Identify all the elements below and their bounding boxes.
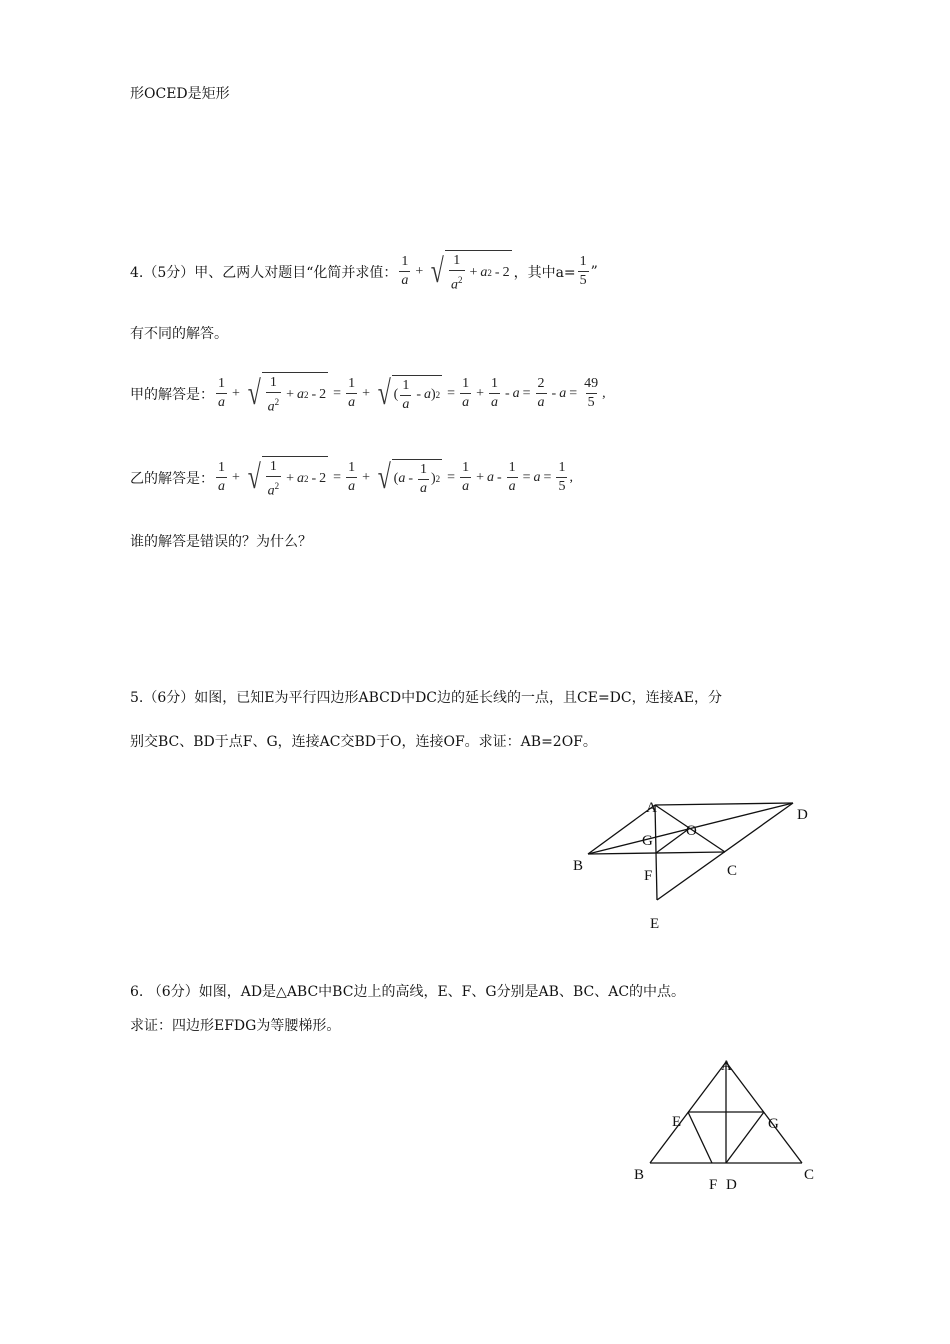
yi-label: 乙的解答是： — [130, 470, 214, 487]
segment-AD — [655, 803, 793, 805]
fraction: $\frac{1}{a}$ — [401, 254, 409, 289]
label-G: G — [768, 1116, 779, 1132]
segment-OF — [656, 828, 690, 853]
label-B: B — [634, 1167, 645, 1183]
q4-jia-solution: 甲的解答是： $\frac{1}{a}$ + √ $\frac{1}{a^2}$ + a 2 - 2 = $\frac{1}{a}$ + √ ( $\frac{1}{a}$ - a ) 2 = $\frac{1}{a}$ + $\frac{1}{a}$ - a = $\frac{2}{a}$ - a = $\frac{49}{5}$ , — [130, 372, 606, 416]
q4-question: 谁的解答是错误的？为什么？ — [130, 534, 312, 550]
q4-intro — [130, 250, 598, 294]
segment-GD — [726, 1112, 764, 1163]
q4-expression: $\frac{1}{a}$ + √ $\frac{1}{a^2}$ + a 2 - 2 — [397, 250, 513, 294]
label-C: C — [804, 1167, 815, 1183]
label-F: F — [644, 868, 653, 884]
segment-EF — [688, 1112, 712, 1163]
q4-line2: 有不同的解答。 — [130, 326, 228, 342]
label-B: B — [573, 858, 584, 874]
label-E: E — [672, 1114, 682, 1130]
q5-line2: 别交BC、BD于点F、G，连接AC交BD于O，连接OF。求证：AB=2OF。 — [130, 734, 597, 750]
q4-intro-after: ” — [590, 263, 598, 280]
q6-line1: 6. （6分）如图，AD是△ABC中BC边上的高线，E、F、G分别是AB、BC、AC的中点。 — [130, 984, 686, 1000]
q4-intro-mid: ，其中a= — [513, 264, 576, 281]
q5-line1: 5.（6分）如图，已知E为平行四边形ABCD中DC边的延长线的一点，且CE=DC，连接AE，分 — [130, 690, 722, 706]
label-D: D — [726, 1177, 737, 1193]
q6-line2: 求证：四边形EFDG为等腰梯形。 — [130, 1018, 341, 1034]
q5-figure — [560, 790, 820, 940]
label-E: E — [650, 916, 660, 932]
sqrt: √ $\frac{1}{a^2}$ + a 2 - 2 — [428, 250, 511, 294]
q4-yi-solution: 乙的解答是： $\frac{1}{a}$ + √ $\frac{1}{a^2}$ + a 2 - 2 = $\frac{1}{a}$ + √ ( a - $\frac{1}{a}$ ) 2 = $\frac{1}{a}$ + a - $\frac{1}{a}$ = a = $\frac{1}{5}$ , — [130, 456, 573, 500]
q6-figure — [620, 1050, 830, 1200]
jia-label: 甲的解答是： — [130, 386, 214, 403]
q4-intro-before: 4.（5分）甲、乙两人对题目“化简并求值： — [130, 264, 398, 281]
label-A: A — [646, 800, 657, 816]
fraction: $\frac{1}{5}$ — [579, 254, 587, 289]
label-G: G — [642, 833, 653, 849]
label-F: F — [709, 1177, 718, 1193]
label-A: A — [721, 1058, 732, 1074]
label-O: O — [686, 823, 697, 839]
label-C: C — [727, 863, 738, 879]
label-D: D — [797, 807, 808, 823]
continuation-text: 形OCED是矩形 — [130, 86, 230, 102]
